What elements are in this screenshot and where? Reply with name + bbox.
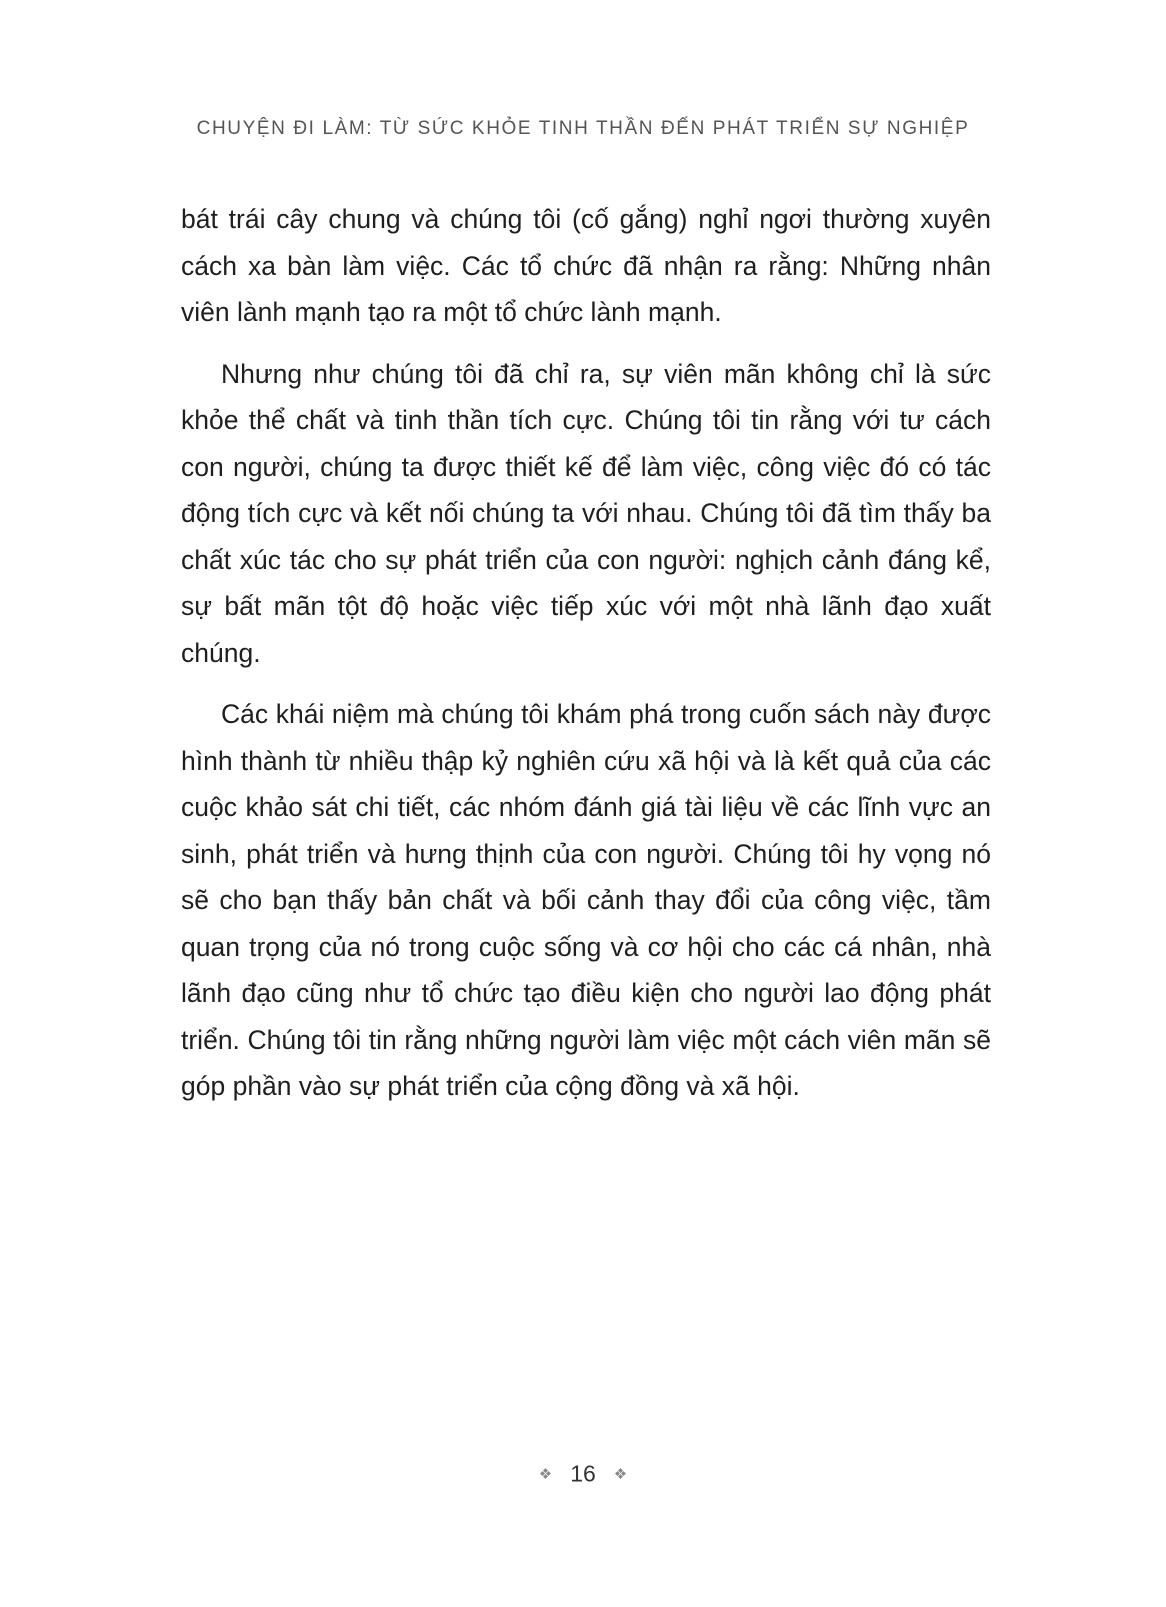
page-number: 16 [570,1460,596,1487]
paragraph: Các khái niệm mà chúng tôi khám phá trong cuốn sách này được hình thành từ nhiều thập kỷ nghiên cứu xã hội và là kết quả của các cuộc khảo sát chi tiết, các nhóm đánh giá tài liệu về các lĩnh vực an sinh, phát triển và hưng thịnh của con người. Chúng tôi hy vọng nó sẽ cho bạn thấy bản chất và bối cảnh thay đổi của công việc, tầm quan trọng của nó trong cuộc sống và cơ hội cho các cá nhân, nhà lãnh đạo cũng như tổ chức tạo điều kiện cho người lao động phát triển. Chúng tôi tin rằng những người làm việc một cách viên mãn sẽ góp phần vào sự phát triển của cộng đồng và xã hội. [181,699,991,1101]
ornament-left-icon: ❖ [538,1465,553,1483]
running-header: CHUYỆN ĐI LÀM: TỪ SỨC KHỎE TINH THẦN ĐẾN PHÁT TRIỂN SỰ NGHIỆP [196,118,970,139]
paragraph: bát trái cây chung và chúng tôi (cố gắng) nghỉ ngơi thường xuyên cách xa bàn làm việc. Các tổ chức đã nhận ra rằng: Những nhân viên lành mạnh tạo ra một tổ chức lành mạnh. [181,204,991,327]
page-footer [0,1459,1166,1487]
body-text [181,196,991,1125]
paragraph: Nhưng như chúng tôi đã chỉ ra, sự viên mãn không chỉ là sức khỏe thể chất và tinh thần tích cực. Chúng tôi tin rằng với tư cách con người, chúng ta được thiết kế để làm việc, công việc đó có tác động tích cực và kết nối chúng ta với nhau. Chúng tôi đã tìm thấy ba chất xúc tác cho sự phát triển của con người: nghịch cảnh đáng kể, sự bất mãn tột độ hoặc việc tiếp xúc với một nhà lãnh đạo xuất chúng. [181,358,991,668]
ornament-right-icon: ❖ [613,1465,628,1483]
